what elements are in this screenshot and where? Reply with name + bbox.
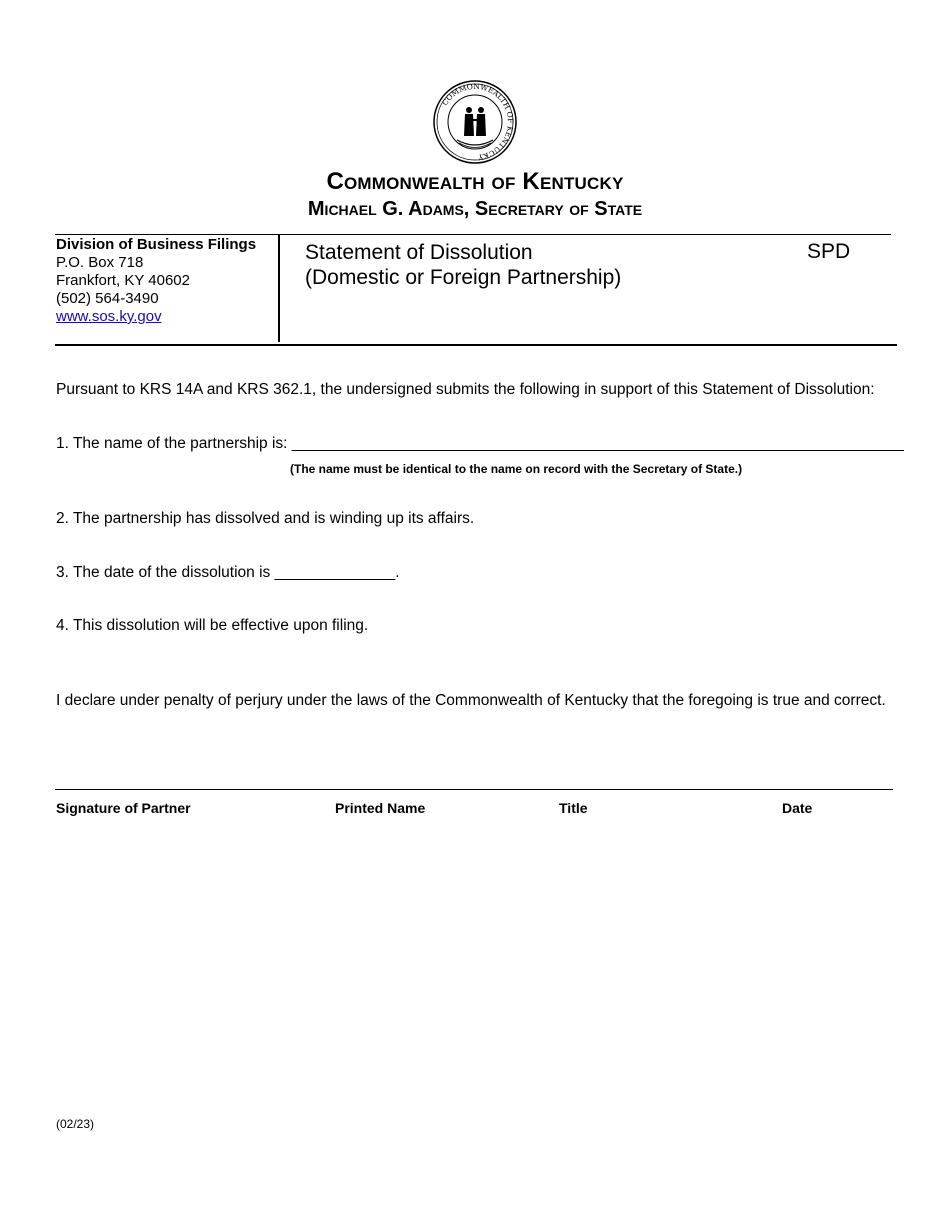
printed-name-label: Printed Name [335,800,426,816]
item-effective: 4. This dissolution will be effective upon filing. [56,617,369,634]
item-dissolution-date[interactable]: 3. The date of the dissolution is ______________. [56,564,400,581]
partnership-name-note: (The name must be identical to the name on record with the Secretary of State.) [290,462,743,476]
title-label: Title [559,800,588,816]
website-link[interactable]: www.sos.ky.gov [56,308,162,325]
division-name: Division of Business Filings [56,236,257,253]
seal-lettering: COMMONWEALTH OF KENTUCKY [440,81,516,162]
header-divider-top [55,234,891,235]
city-state-zip: Frankfort, KY 40602 [56,272,190,289]
page-title: Commonwealth of Kentucky [326,168,624,195]
form-title-line1: Statement of Dissolution [305,241,533,264]
header-divider-bottom [55,344,897,346]
item-partnership-name[interactable]: 1. The name of the partnership is: _______________________________________________________________________ [56,435,904,452]
office-address-block [56,236,256,326]
revision-code: (02/23) [56,1117,95,1131]
date-label: Date [782,800,813,816]
perjury-declaration: I declare under penalty of perjury under the laws of the Commonwealth of Kentucky that the foregoing is true and correct. [56,692,886,709]
phone-number: (502) 564-3490 [56,290,159,307]
signature-label: Signature of Partner [56,800,191,816]
page-subtitle: Michael G. Adams, Secretary of State [307,198,643,220]
item-dissolved: 2. The partnership has dissolved and is winding up its affairs. [56,510,475,527]
state-seal-icon [433,80,517,164]
intro-statement: Pursuant to KRS 14A and KRS 362.1, the undersigned submits the following in support of this Statement of Dissolution: [56,381,875,398]
po-box: P.O. Box 718 [56,254,144,271]
form-title-line2: (Domestic or Foreign Partnership) [305,266,622,289]
form-code: SPD [807,240,851,263]
header-divider-vertical [278,235,280,342]
signature-line[interactable] [55,789,893,790]
form-title [305,240,621,290]
